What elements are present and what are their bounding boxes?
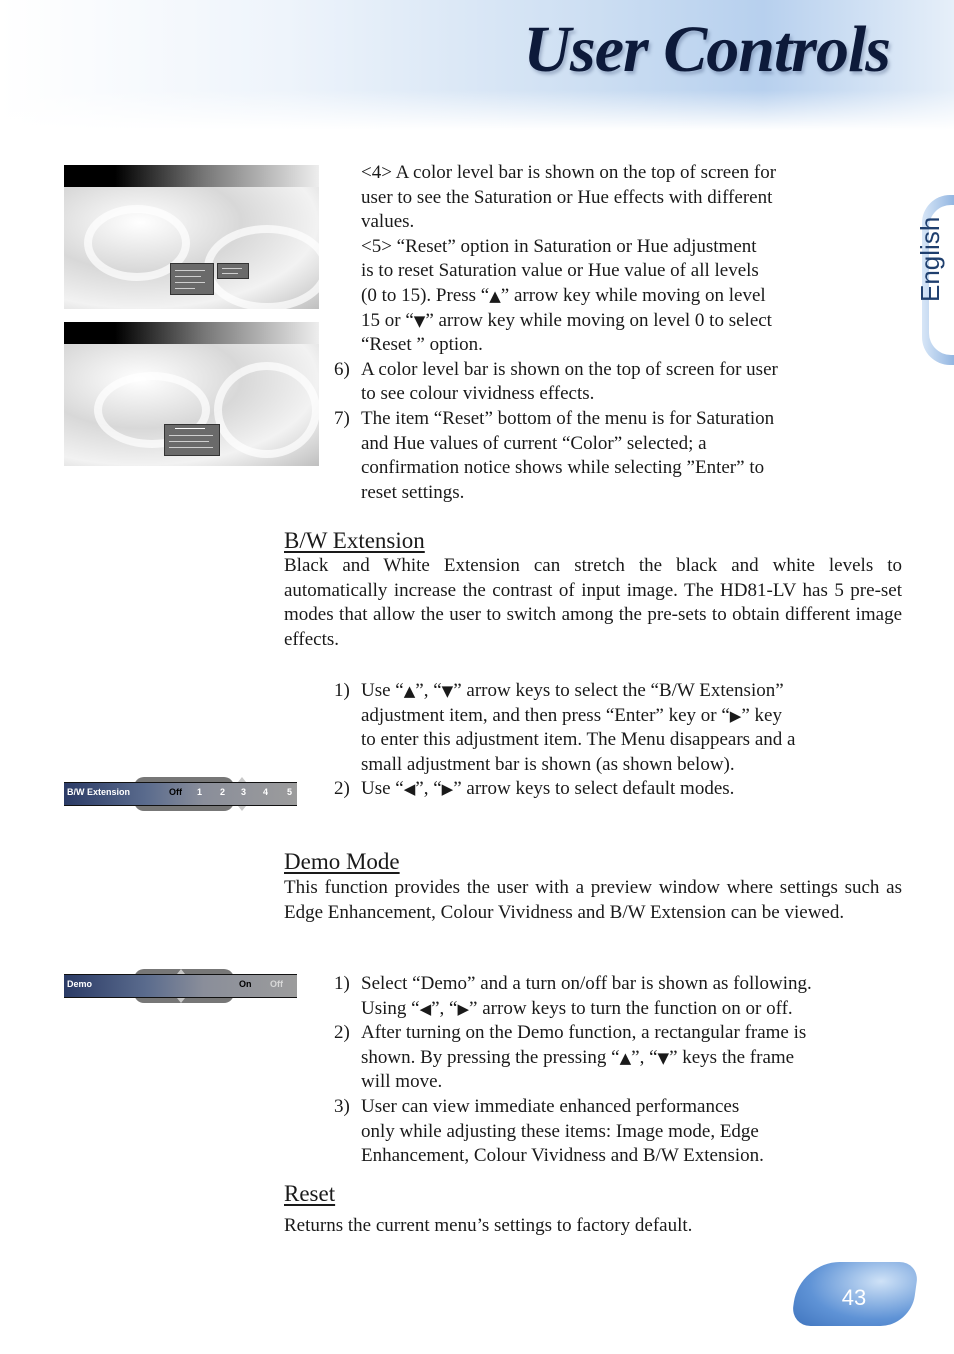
item6-line2: to see colour vividness effects. [361,383,595,405]
demo-option-off[interactable]: Off [270,979,283,989]
bw-step1-line1: Use “▲”, “▼” arrow keys to select the “B/W Extension” [361,680,784,701]
bw-extension-intro: Black and White Extension can stretch the black and white levels to automatically increase the contrast of input image. The HD81-LV has 5 pre-set modes that allow the user to switch among the pre-sets to obtain different image effects. [284,555,902,650]
reset-text: Returns the current menu’s settings to factory default. [284,1215,693,1236]
item6-number: 6) [334,358,350,380]
item4-line2: user to see the Saturation or Hue effects with different [361,186,773,208]
item4-line3: values. [361,211,415,233]
bw-option-1[interactable]: 1 [197,787,203,797]
color-settings-menu [164,424,220,456]
user-defined-menu [170,263,214,295]
bw-option-3[interactable]: 3 [241,787,247,797]
demo-step2-line1: After turning on the Demo function, a rectangular frame is [361,1022,807,1044]
bw-step1-line4: small adjustment bar is shown (as shown below). [361,753,735,775]
up-arrow-icon [177,969,185,974]
bw-option-4[interactable]: 4 [263,787,269,797]
item7-number: 7) [334,408,350,429]
down-arrow-icon [177,998,185,1003]
demo-bar-label: Demo [67,979,93,989]
demo-mode-intro: This function provides the user with a preview window where settings such as Edge Enhancement, Colour Vividness and B/W Extension can be viewed. [284,877,902,923]
bw-option-off[interactable]: Off [169,787,182,797]
down-arrow-icon: ▼ [413,311,426,330]
down-arrow-icon [238,806,246,811]
hue-screenshot [64,322,319,466]
down-arrow-icon: ▼ [441,682,454,700]
demo-step1-line2: Using “◀”, “▶” arrow keys to turn the function on or off. [361,997,793,1019]
submenu-box [217,263,249,279]
bw-option-5[interactable]: 5 [287,787,293,797]
page-title: User Controls [523,13,890,86]
left-arrow-icon: ◀ [403,780,416,799]
item7-line3: confirmation notice shows while selecting ”Enter” to [361,457,765,479]
left-arrow-icon: ◀ [419,999,432,1018]
saturation-screenshot [64,165,319,309]
item7-line1: The item “Reset” bottom of the menu is for Saturation [361,408,775,429]
up-arrow-icon: ▲ [489,287,501,305]
bw-step2-line1: Use “◀”, “▶” arrow keys to select default modes. [361,778,735,800]
item5-line4: 15 or “▼” arrow key while moving on level 0 to select [361,309,772,331]
item4-line1: <4> A color level bar is shown on the top of screen for [361,162,777,183]
bw-extension-heading: B/W Extension [284,528,425,553]
demo-step2-line3: will move. [361,1071,443,1093]
item5-line5: “Reset ” option. [361,334,483,356]
bw-step2-number: 2) [334,778,350,800]
bw-step1-number: 1) [334,680,350,701]
item7-line4: reset settings. [361,481,465,503]
item5-line1: <5> “Reset” option in Saturation or Hue adjustment [361,235,757,257]
reset-heading: Reset [284,1181,336,1206]
page-number: 43 [841,1285,867,1310]
item6-line1: A color level bar is shown on the top of screen for user [361,358,778,380]
language-label: English [915,216,945,302]
bw-step1-line3: to enter this adjustment item. The Menu disappears and a [361,729,796,751]
up-arrow-icon: ▲ [619,1048,632,1067]
demo-step3-number: 3) [334,1096,350,1117]
demo-step3-line2: only while adjusting these items: Image mode, Edge [361,1120,759,1142]
down-arrow-icon: ▼ [657,1048,670,1067]
bw-bar-label: B/W Extension [67,787,131,797]
right-arrow-icon: ▶ [457,999,470,1018]
item7-line2: and Hue values of current “Color” selected; a [361,432,707,454]
demo-step1-line1: Select “Demo” and a turn on/off bar is shown as following. [361,973,812,994]
item5-line2: is to reset Saturation value or Hue value of all levels [361,260,759,282]
bw-option-2[interactable]: 2 [220,787,226,797]
item5-line3: (0 to 15). Press “▲” arrow key while moving on level [361,285,766,306]
demo-mode-heading: Demo Mode [284,849,400,874]
demo-step2-number: 2) [334,1022,350,1044]
demo-option-on[interactable]: On [239,979,252,989]
bw-step1-line2: adjustment item, and then press “Enter” key or “▶” key [361,704,782,726]
bw-extension-bar [64,782,297,806]
demo-step3-line3: Enhancement, Colour Vividness and B/W Extension. [361,1145,764,1167]
up-arrow-icon [238,777,246,782]
demo-step3-line1: User can view immediate enhanced performances [361,1096,740,1117]
demo-step2-line2: shown. By pressing the pressing “▲”, “▼” keys the frame [361,1046,795,1068]
right-arrow-icon: ▶ [441,780,454,799]
right-arrow-icon: ▶ [729,706,742,725]
demo-step1-number: 1) [334,973,350,994]
color-level-bar-2 [64,322,319,344]
color-level-bar [64,165,319,187]
up-arrow-icon: ▲ [403,682,416,700]
demo-bar [64,974,297,998]
